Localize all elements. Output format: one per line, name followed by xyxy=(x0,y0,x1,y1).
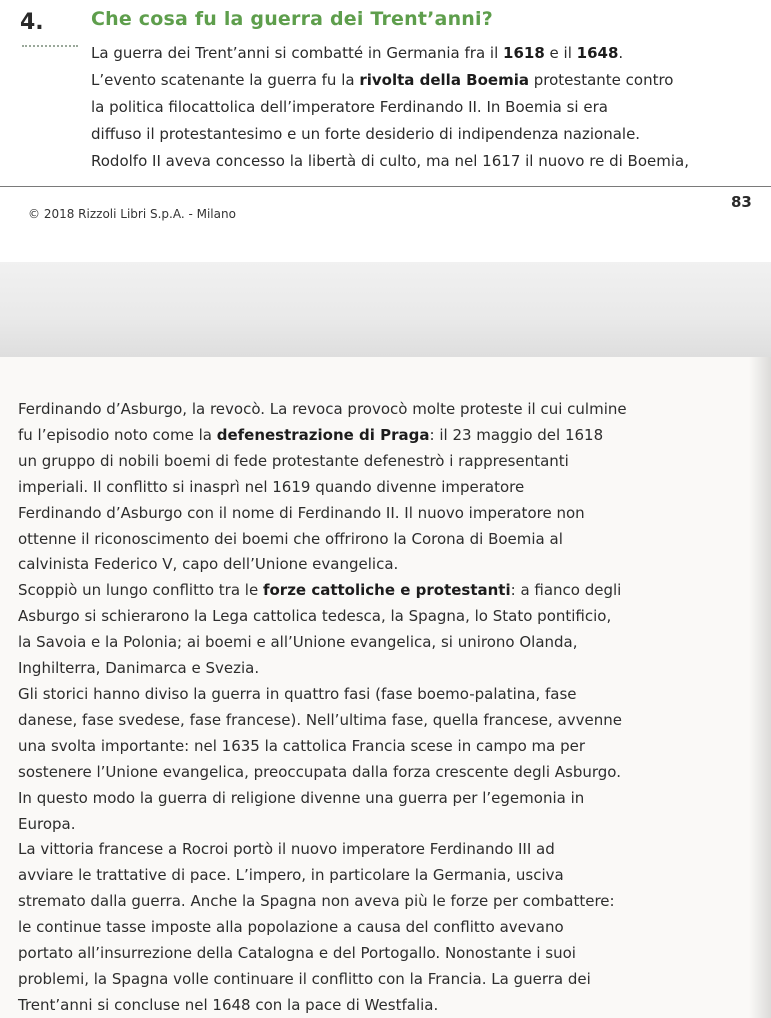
footer-divider xyxy=(0,186,771,187)
text-segment: e il xyxy=(544,44,577,62)
text-segment: stremato dalla guerra. Anche la Spagna non aveva più le forze per combattere: xyxy=(18,892,615,911)
text-segment: calvinista Federico V, capo dell’Unione evangelica. xyxy=(18,555,399,574)
text-line xyxy=(18,449,748,475)
text-segment: Rodolfo II aveva concesso la libertà di culto, ma nel 1617 il nuovo re di Boemia, xyxy=(91,152,689,170)
text-line xyxy=(18,552,748,578)
text-line xyxy=(18,708,748,734)
text-line xyxy=(18,423,748,449)
text-segment: Trent’anni si concluse nel 1648 con la pace di Westfalia. xyxy=(18,995,439,1014)
text-segment: avviare le trattative di pace. L’impero, in particolare la Germania, usciva xyxy=(18,866,564,885)
bold-text: forze cattoliche e protestanti xyxy=(262,581,511,600)
text-line xyxy=(18,760,748,786)
text-segment: ottenne il riconoscimento dei boemi che offrirono la Corona di Boemia al xyxy=(18,529,563,548)
text-line xyxy=(18,630,748,656)
text-segment: Scoppiò un lungo conflitto tra le xyxy=(18,581,263,600)
text-segment: Asburgo si schierarono la Lega cattolica tedesca, la Spagna, lo Stato pontificio, xyxy=(18,607,612,626)
text-line xyxy=(18,786,748,812)
text-segment: : il 23 maggio del 1618 xyxy=(429,425,604,444)
text-line xyxy=(18,475,748,501)
text-segment: : a fianco degli xyxy=(510,581,622,600)
page-gap xyxy=(0,262,771,357)
bold-text: rivolta della Boemia xyxy=(359,71,529,89)
text-segment: la Savoia e la Polonia; ai boemi e all’Unione evangelica, si unirono Olanda, xyxy=(18,633,578,652)
bottom-paragraph xyxy=(18,397,748,1018)
text-segment: imperiali. Il conflitto si inasprì nel 1619 quando divenne imperatore xyxy=(18,477,525,496)
text-line xyxy=(18,915,748,941)
text-line xyxy=(18,941,748,967)
text-line xyxy=(18,812,748,838)
text-line xyxy=(18,967,748,993)
text-line xyxy=(18,734,748,760)
text-segment: La guerra dei Trent’anni si combatté in Germania fra il xyxy=(91,44,504,62)
text-segment: portato all’insurrezione della Catalogna e del Portogallo. Nonostante i suoi xyxy=(18,944,576,963)
text-segment: diffuso il protestantesimo e un forte desiderio di indipendenza nazionale. xyxy=(91,125,641,143)
page-bottom-scan xyxy=(0,357,771,1018)
text-segment: . xyxy=(618,44,624,62)
text-segment: la politica filocattolica dell’imperatore Ferdinando II. In Boemia si era xyxy=(91,98,608,116)
text-segment: La vittoria francese a Rocroi portò il nuovo imperatore Ferdinando III ad xyxy=(18,840,555,859)
page-top-scan xyxy=(0,0,771,262)
text-segment: una svolta importante: nel 1635 la cattolica Francia scese in campo ma per xyxy=(18,736,585,755)
text-line xyxy=(18,578,748,604)
text-segment: protestante contro xyxy=(528,71,674,89)
page-edge-shadow xyxy=(749,357,771,1018)
decorative-dotted-rule xyxy=(22,45,78,50)
top-paragraph xyxy=(91,40,761,175)
text-line xyxy=(91,121,761,148)
text-line xyxy=(18,889,748,915)
text-line xyxy=(18,397,748,423)
bold-text: defenestrazione di Praga xyxy=(216,425,430,444)
text-segment: sostenere l’Unione evangelica, preoccupata dalla forza crescente degli Asburgo. xyxy=(18,762,621,781)
text-segment: In questo modo la guerra di religione divenne una guerra per l’egemonia in xyxy=(18,788,585,807)
text-line xyxy=(91,40,761,67)
page-number: 83 xyxy=(731,193,752,211)
text-line xyxy=(18,501,748,527)
text-segment: Ferdinando d’Asburgo con il nome di Ferdinando II. Il nuovo imperatore non xyxy=(18,503,585,522)
text-segment: Ferdinando d’Asburgo, la revocò. La revoca provocò molte proteste il cui culmine xyxy=(18,400,627,418)
text-line xyxy=(18,604,748,630)
text-line xyxy=(18,863,748,889)
text-segment: problemi, la Spagna volle continuare il conflitto con la Francia. La guerra dei xyxy=(18,969,591,988)
text-segment: Gli storici hanno diviso la guerra in quattro fasi (fase boemo-palatina, fase xyxy=(18,684,577,703)
text-segment: le continue tasse imposte alla popolazione a causa del conflitto avevano xyxy=(18,918,564,937)
text-line xyxy=(18,527,748,553)
text-line xyxy=(18,656,748,682)
text-segment: un gruppo di nobili boemi di fede protestante defenestrò i rappresentanti xyxy=(18,451,569,470)
question-number: 4. xyxy=(20,10,44,35)
copyright-notice: © 2018 Rizzoli Libri S.p.A. - Milano xyxy=(28,207,236,221)
question-title: Che cosa fu la guerra dei Trent’anni? xyxy=(91,8,493,30)
text-line xyxy=(91,67,761,94)
bold-text: 1648 xyxy=(576,44,619,62)
text-line xyxy=(18,993,748,1018)
text-segment: L’evento scatenante la guerra fu la xyxy=(91,71,360,89)
text-segment: danese, fase svedese, fase francese). Nell’ultima fase, quella francese, avvenne xyxy=(18,710,622,729)
text-line xyxy=(91,148,761,175)
text-line xyxy=(18,837,748,863)
bold-text: 1618 xyxy=(503,44,545,62)
text-segment: fu l’episodio noto come la xyxy=(18,425,217,444)
text-line xyxy=(18,682,748,708)
text-segment: Europa. xyxy=(18,814,76,833)
text-line xyxy=(91,94,761,121)
text-segment: Inghilterra, Danimarca e Svezia. xyxy=(18,659,260,678)
